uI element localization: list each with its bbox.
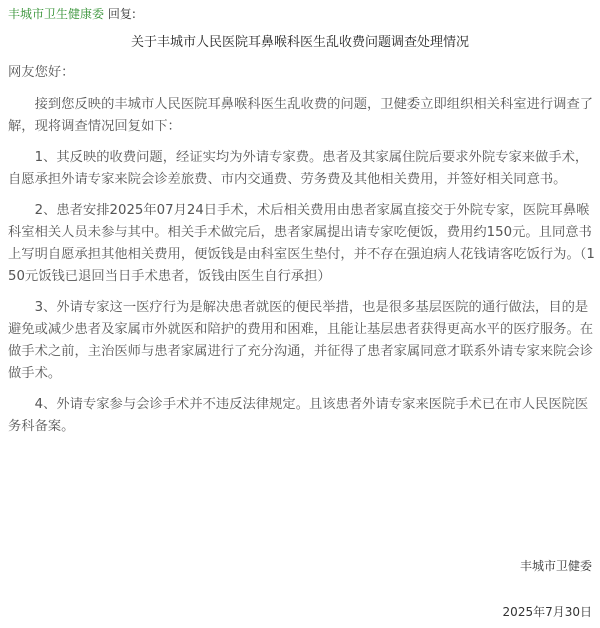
paragraph-intro: 接到您反映的丰城市人民医院耳鼻喉科医生乱收费的问题，卫健委立即组织相关科室进行调查了解，现将调查情况回复如下：	[8, 97, 594, 134]
reply-label: 回复:	[104, 7, 136, 21]
paragraph-1: 1、其反映的收费问题，经证实均为外请专家费。患者及其家属住院后要求外院专家来做手术，自愿承担外请专家来院会诊差旅费、市内交通费、劳务费及其他相关费用，并签好相关同意书。	[8, 150, 589, 187]
replier-link[interactable]: 丰城市卫生健康委	[8, 7, 105, 21]
greeting: 网友您好：	[8, 65, 75, 80]
paragraph-3: 3、外请专家这一医疗行为是解决患者就医的便民举措，也是很多基层医院的通行做法，目的是避免或减少患者及家属市外就医和陪护的费用和困难，且能让基层患者获得更高水平的医疗服务。在做手术之前，主治医师与患者家属进行了充分沟通，并征得了患者家属同意才联系外请专家来院会诊做手术。	[8, 300, 594, 381]
paragraph-2: 2、患者安排2025年07月24日手术，术后相关费用由患者家属直接交于外院专家，医院耳鼻喉科室相关人员未参与其中。相关手术做完后，患者家属提出请专家吃便饭，费用约150元。且同意书上写明自愿承担其他相关费用，便饭钱是由科室医生垫付，并不存在强迫病人花钱请客吃饭行为。（150元饭钱已退回当日手术患者，饭钱由医生自行承担）	[8, 203, 595, 284]
paragraph-4: 4、外请专家参与会诊手术并不违反法律规定。且该患者外请专家来医院手术已在市人民医院医务科备案。	[8, 397, 589, 434]
reply-header	[8, 6, 136, 22]
document-title: 关于丰城市人民医院耳鼻喉科医生乱收费问题调查处理情况	[130, 35, 469, 50]
signature: 丰城市卫健委	[519, 559, 592, 573]
reply-body	[8, 62, 596, 447]
reply-date: 2025年7月30日	[502, 605, 592, 619]
